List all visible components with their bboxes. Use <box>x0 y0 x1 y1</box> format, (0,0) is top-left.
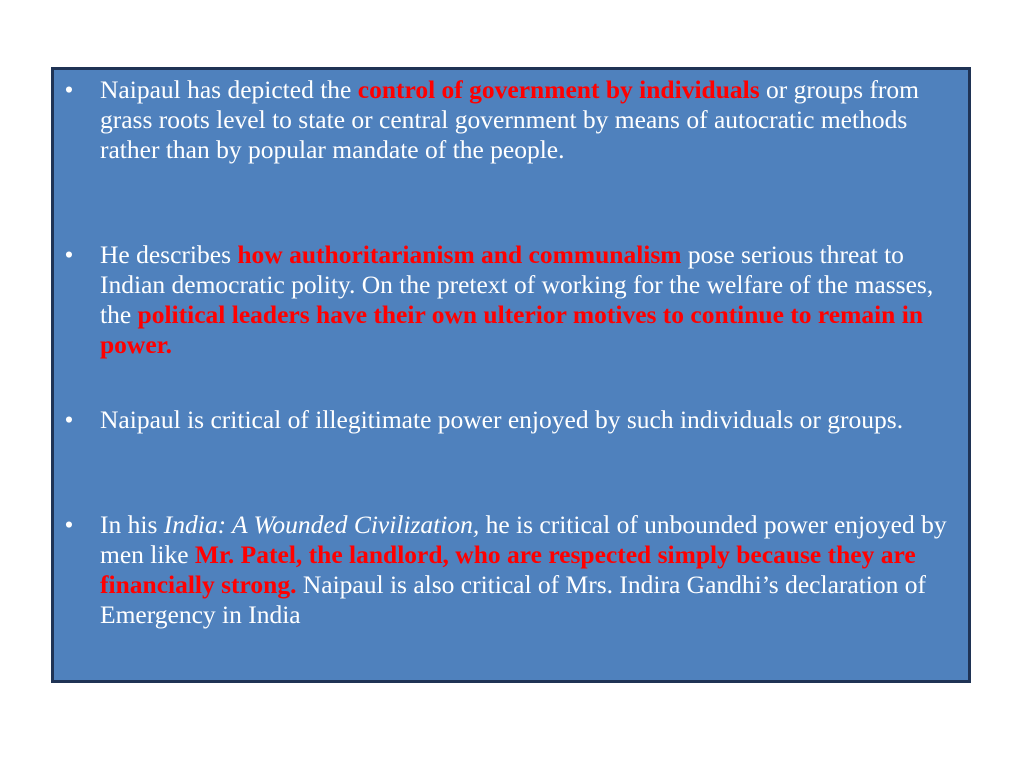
bullet-1-text-2: or groups from grass roots level to state or central government by means of autocratic methods rather than by popular mandate of the people. <box>100 75 920 164</box>
bullet-4-highlight-1: Mr. Patel, the landlord, who are respected simply because they are financially strong. <box>100 540 916 599</box>
bullet-4-book-title: India: A Wounded Civilization, <box>163 510 480 539</box>
bullet-2-text-1: He describes <box>100 240 238 269</box>
bullet-4-text-3: Naipaul is also critical of Mrs. Indira Gandhi’s declaration of Emergency in India <box>100 570 926 629</box>
bullet-4-text-1: In his <box>100 510 164 539</box>
bullet-dot: • <box>64 510 74 539</box>
content-panel <box>51 67 971 683</box>
bullet-1-highlight-1: control of government by individuals <box>357 75 760 104</box>
bullet-item-4 <box>54 510 970 630</box>
bullet-dot: • <box>64 405 74 434</box>
bullet-item-2 <box>54 240 970 360</box>
bullet-item-1 <box>54 75 970 165</box>
bullet-2-highlight-1: how authoritarianism and communalism <box>237 240 682 269</box>
bullet-1-text-1: Naipaul has depicted the <box>100 75 358 104</box>
bullet-2-text-2: pose serious threat to Indian democratic polity. On the pretext of working for the welfare of the masses, the <box>100 240 934 329</box>
bullet-item-3 <box>54 405 970 435</box>
bullet-dot: • <box>64 240 74 269</box>
bullet-2-highlight-2: political leaders have their own ulterior motives to continue to remain in power. <box>100 300 924 359</box>
bullet-dot: • <box>64 75 74 104</box>
bullet-3-text-1: Naipaul is critical of illegitimate power enjoyed by such individuals or groups. <box>100 405 904 434</box>
bullet-4-text-2: he is critical of unbounded power enjoyed by men like <box>100 510 947 569</box>
